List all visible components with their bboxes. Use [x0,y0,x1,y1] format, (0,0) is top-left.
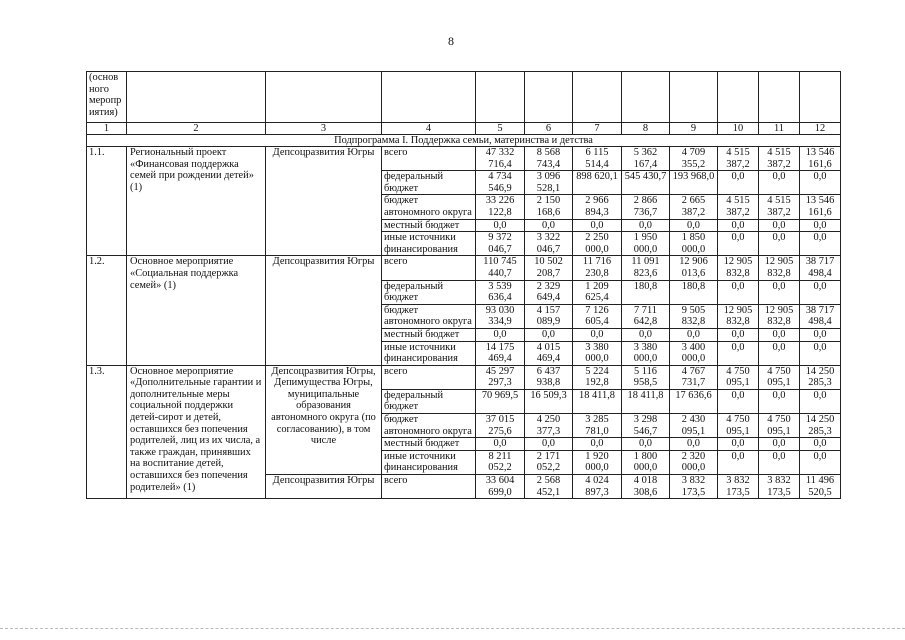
amount-cell: 3 539 636,4 [476,280,525,304]
amount-cell: 8 211 052,2 [476,450,525,474]
measure-name: Основное мероприятие «Дополнительные гарантии и дополнительные меры социальной поддержки детей-сирот и детей, оставшихся без попечения родителей, лиц из их числа, а также граждан, принявших на воспитание детей, оставшихся без попечения родителей» (1) [127,365,266,499]
amount-cell: 4 767 731,7 [670,365,718,389]
amount-cell: 1 950 000,0 [622,232,670,256]
financing-source: всего [382,147,476,171]
amount-cell: 7 711 642,8 [622,304,670,328]
amount-cell: 4 734 546,9 [476,171,525,195]
amount-cell: 2 329 649,4 [525,280,573,304]
amount-cell: 0,0 [718,328,759,341]
amount-cell: 4 750 095,1 [759,414,800,438]
amount-cell: 0,0 [718,280,759,304]
amount-cell: 18 411,8 [573,389,622,413]
amount-cell: 38 717 498,4 [800,256,841,280]
amount-cell: 0,0 [800,341,841,365]
amount-cell: 0,0 [759,341,800,365]
amount-cell: 0,0 [718,341,759,365]
financing-source: иные источники финансирования [382,341,476,365]
amount-cell: 110 745 440,7 [476,256,525,280]
amount-cell: 16 509,3 [525,389,573,413]
executor: Депсоцразвития Югры [266,256,382,365]
amount-cell: 12 906 013,6 [670,256,718,280]
amount-cell: 0,0 [525,438,573,451]
amount-cell: 193 968,0 [670,171,718,195]
amount-cell: 17 636,6 [670,389,718,413]
amount-cell: 11 496 520,5 [800,475,841,499]
financing-source: федеральный бюджет [382,171,476,195]
financing-source: бюджет автономного округа [382,195,476,219]
amount-cell: 2 568 452,1 [525,475,573,499]
amount-cell: 0,0 [573,438,622,451]
amount-cell: 4 515 387,2 [759,147,800,171]
amount-cell: 0,0 [800,280,841,304]
amount-cell: 0,0 [476,328,525,341]
amount-cell: 4 750 095,1 [718,414,759,438]
amount-cell: 0,0 [759,438,800,451]
amount-cell: 3 832 173,5 [759,475,800,499]
amount-cell: 4 515 387,2 [718,195,759,219]
amount-cell: 4 018 308,6 [622,475,670,499]
amount-cell: 0,0 [800,438,841,451]
amount-cell: 5 362 167,4 [622,147,670,171]
financing-source: федеральный бюджет [382,280,476,304]
amount-cell: 2 866 736,7 [622,195,670,219]
column-number: 10 [718,123,759,135]
financing-source: иные источники финансирования [382,232,476,256]
amount-cell: 0,0 [718,232,759,256]
amount-cell: 180,8 [670,280,718,304]
amount-cell: 12 905 832,8 [759,304,800,328]
amount-cell: 0,0 [718,171,759,195]
measure-name: Основное мероприятие «Социальная поддержка семей» (1) [127,256,266,365]
table-row [87,256,841,280]
column-number: 12 [800,123,841,135]
executor: Депсоцразвития Югры [266,147,382,256]
column-number: 7 [573,123,622,135]
amount-cell: 2 966 894,3 [573,195,622,219]
amount-cell: 0,0 [800,389,841,413]
header-empty-cell [476,72,525,123]
amount-cell: 4 515 387,2 [759,195,800,219]
amount-cell: 0,0 [759,389,800,413]
financing-source: иные источники финансирования [382,450,476,474]
amount-cell: 0,0 [800,450,841,474]
amount-cell: 2 430 095,1 [670,414,718,438]
amount-cell: 3 322 046,7 [525,232,573,256]
amount-cell: 47 332 716,4 [476,147,525,171]
amount-cell: 0,0 [800,328,841,341]
executor: Депсоцразвития Югры, Депимущества Югры, муниципальные образования автономного округа (по согласованию), в том числе [266,365,382,474]
amount-cell: 3 298 546,7 [622,414,670,438]
amount-cell: 0,0 [718,438,759,451]
amount-cell: 0,0 [670,219,718,232]
financing-source: бюджет автономного округа [382,304,476,328]
amount-cell: 1 209 625,4 [573,280,622,304]
amount-cell: 14 175 469,4 [476,341,525,365]
amount-cell: 0,0 [573,328,622,341]
header-empty-cell [670,72,718,123]
amount-cell: 0,0 [573,219,622,232]
amount-cell: 0,0 [622,219,670,232]
row-number: 1.3. [87,365,127,499]
amount-cell: 37 015 275,6 [476,414,525,438]
header-empty-cell [266,72,382,123]
amount-cell: 0,0 [476,438,525,451]
row-number: 1.1. [87,147,127,256]
amount-cell: 0,0 [476,219,525,232]
financing-source: местный бюджет [382,438,476,451]
amount-cell: 4 750 095,1 [718,365,759,389]
amount-cell: 3 832 173,5 [670,475,718,499]
amount-cell: 3 285 781,0 [573,414,622,438]
column-number: 6 [525,123,573,135]
amount-cell: 70 969,5 [476,389,525,413]
amount-cell: 0,0 [759,450,800,474]
amount-cell: 0,0 [759,219,800,232]
amount-cell: 3 096 528,1 [525,171,573,195]
header-fragment-cell: (основ ного меропр иятия) [87,72,127,123]
amount-cell: 7 126 605,4 [573,304,622,328]
table-row [87,365,841,389]
amount-cell: 0,0 [525,328,573,341]
amount-cell: 38 717 498,4 [800,304,841,328]
amount-cell: 898 620,1 [573,171,622,195]
amount-cell: 11 091 823,6 [622,256,670,280]
row-number: 1.2. [87,256,127,365]
sub-executor: Депсоцразвития Югры [266,475,382,499]
table-row [87,147,841,171]
amount-cell: 0,0 [622,438,670,451]
measure-name: Региональный проект «Финансовая поддержка семей при рождении детей» (1) [127,147,266,256]
amount-cell: 0,0 [759,171,800,195]
column-number: 1 [87,123,127,135]
amount-cell: 5 224 192,8 [573,365,622,389]
header-empty-cell [382,72,476,123]
amount-cell: 0,0 [759,280,800,304]
amount-cell: 4 157 089,9 [525,304,573,328]
amount-cell: 6 437 938,8 [525,365,573,389]
financing-source: всего [382,475,476,499]
header-empty-cell [127,72,266,123]
amount-cell: 180,8 [622,280,670,304]
amount-cell: 0,0 [759,328,800,341]
header-empty-cell [759,72,800,123]
amount-cell: 1 850 000,0 [670,232,718,256]
header-empty-cell [573,72,622,123]
amount-cell: 2 665 387,2 [670,195,718,219]
header-empty-cell [718,72,759,123]
amount-cell: 4 709 355,2 [670,147,718,171]
amount-cell: 0,0 [800,219,841,232]
header-row [87,72,841,123]
amount-cell: 4 015 469,4 [525,341,573,365]
header-empty-cell [525,72,573,123]
column-number: 4 [382,123,476,135]
amount-cell: 3 400 000,0 [670,341,718,365]
amount-cell: 0,0 [670,438,718,451]
amount-cell: 10 502 208,7 [525,256,573,280]
amount-cell: 0,0 [670,328,718,341]
column-numbers-row [87,123,841,135]
subprogram-title: Подпрограмма I. Поддержка семьи, материнства и детства [87,135,841,147]
header-empty-cell [800,72,841,123]
financing-table [86,71,841,499]
amount-cell: 4 515 387,2 [718,147,759,171]
amount-cell: 0,0 [718,389,759,413]
amount-cell: 0,0 [525,219,573,232]
amount-cell: 3 832 173,5 [718,475,759,499]
amount-cell: 4 750 095,1 [759,365,800,389]
amount-cell: 13 546 161,6 [800,147,841,171]
column-number: 8 [622,123,670,135]
column-number: 9 [670,123,718,135]
amount-cell: 9 372 046,7 [476,232,525,256]
amount-cell: 3 380 000,0 [622,341,670,365]
amount-cell: 1 920 000,0 [573,450,622,474]
amount-cell: 12 905 832,8 [718,304,759,328]
amount-cell: 93 030 334,9 [476,304,525,328]
amount-cell: 3 380 000,0 [573,341,622,365]
financing-source: всего [382,365,476,389]
amount-cell: 14 250 285,3 [800,365,841,389]
amount-cell: 0,0 [622,328,670,341]
amount-cell: 6 115 514,4 [573,147,622,171]
amount-cell: 33 604 699,0 [476,475,525,499]
amount-cell: 0,0 [718,219,759,232]
financing-source: местный бюджет [382,328,476,341]
column-number: 5 [476,123,525,135]
amount-cell: 545 430,7 [622,171,670,195]
financing-source: местный бюджет [382,219,476,232]
amount-cell: 33 226 122,8 [476,195,525,219]
column-number: 2 [127,123,266,135]
amount-cell: 2 150 168,6 [525,195,573,219]
amount-cell: 14 250 285,3 [800,414,841,438]
scan-edge-line [0,628,905,630]
amount-cell: 2 171 052,2 [525,450,573,474]
amount-cell: 0,0 [800,171,841,195]
amount-cell: 2 320 000,0 [670,450,718,474]
amount-cell: 0,0 [759,232,800,256]
subprogram-row [87,135,841,147]
amount-cell: 1 800 000,0 [622,450,670,474]
column-number: 3 [266,123,382,135]
amount-cell: 0,0 [800,232,841,256]
amount-cell: 45 297 297,3 [476,365,525,389]
amount-cell: 4 024 897,3 [573,475,622,499]
financing-source: федеральный бюджет [382,389,476,413]
amount-cell: 4 250 377,3 [525,414,573,438]
amount-cell: 11 716 230,8 [573,256,622,280]
financing-source: бюджет автономного округа [382,414,476,438]
header-empty-cell [622,72,670,123]
amount-cell: 12 905 832,8 [718,256,759,280]
amount-cell: 2 250 000,0 [573,232,622,256]
amount-cell: 9 505 832,8 [670,304,718,328]
amount-cell: 5 116 958,5 [622,365,670,389]
page-number: 8 [448,34,454,48]
column-number: 11 [759,123,800,135]
amount-cell: 18 411,8 [622,389,670,413]
amount-cell: 12 905 832,8 [759,256,800,280]
amount-cell: 8 568 743,4 [525,147,573,171]
financing-source: всего [382,256,476,280]
amount-cell: 13 546 161,6 [800,195,841,219]
amount-cell: 0,0 [718,450,759,474]
